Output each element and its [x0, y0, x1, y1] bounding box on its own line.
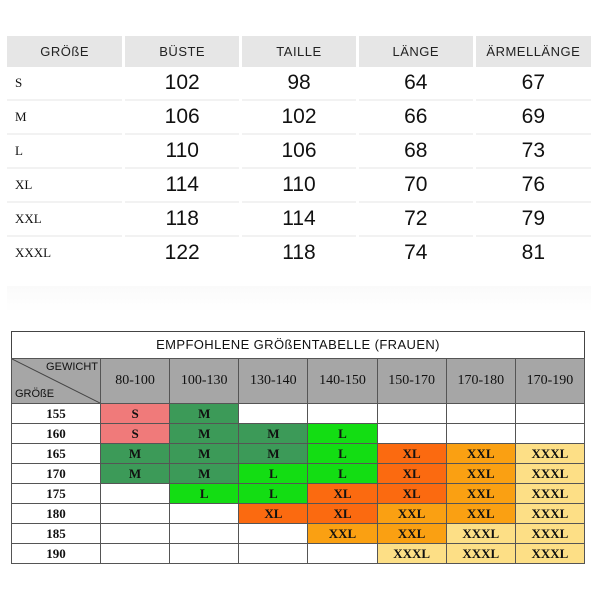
height-label: 160 — [12, 424, 101, 444]
height-label: 190 — [12, 544, 101, 564]
header-size: GRÖßE — [7, 36, 124, 67]
size-recommendation-cell — [446, 424, 515, 444]
bust-value: 114 — [124, 168, 241, 202]
bust-value: 102 — [124, 67, 241, 100]
weight-header: 140-150 — [308, 359, 377, 404]
height-row — [12, 524, 585, 544]
sleeve-length-value: 73 — [474, 134, 591, 168]
divider-strip — [7, 286, 591, 312]
size-recommendation-cell: XXXL — [377, 544, 446, 564]
size-recommendation-cell: XXXL — [446, 524, 515, 544]
sleeve-length-value: 76 — [474, 168, 591, 202]
size-label: XXL — [7, 202, 124, 236]
size-recommendation-cell: XXL — [308, 524, 377, 544]
size-recommendation-cell: L — [239, 464, 308, 484]
size-recommendation-cell: M — [170, 404, 239, 424]
recommended-size-title: EMPFOHLENE GRÖßENTABELLE (FRAUEN) — [11, 331, 585, 358]
height-row — [12, 444, 585, 464]
height-row — [12, 504, 585, 524]
recommended-size-table — [11, 358, 585, 564]
weight-header: 80-100 — [101, 359, 170, 404]
height-row — [12, 404, 585, 424]
weight-axis-label: GEWICHT — [46, 361, 98, 373]
header-length: LÄNGE — [357, 36, 474, 67]
size-row — [7, 236, 591, 269]
height-label: 175 — [12, 484, 101, 504]
height-label: 165 — [12, 444, 101, 464]
size-recommendation-cell: L — [308, 424, 377, 444]
size-recommendation-cell: XL — [308, 484, 377, 504]
size-row — [7, 100, 591, 134]
size-recommendation-cell: M — [101, 464, 170, 484]
size-label: XXXL — [7, 236, 124, 269]
size-recommendation-cell — [101, 504, 170, 524]
size-recommendation-cell — [239, 544, 308, 564]
size-recommendation-cell: XXXL — [446, 544, 515, 564]
size-recommendation-cell: XXL — [377, 504, 446, 524]
size-recommendation-cell — [170, 544, 239, 564]
size-recommendation-cell — [170, 524, 239, 544]
length-value: 66 — [357, 100, 474, 134]
bust-value: 122 — [124, 236, 241, 269]
size-recommendation-cell: L — [308, 464, 377, 484]
size-recommendation-cell: L — [239, 484, 308, 504]
size-recommendation-cell — [515, 404, 584, 424]
weight-header-row — [12, 359, 585, 404]
size-recommendation-cell — [101, 544, 170, 564]
size-recommendation-cell — [308, 404, 377, 424]
size-chart-body — [7, 67, 591, 269]
size-recommendation-cell: XL — [377, 484, 446, 504]
height-row — [12, 484, 585, 504]
height-label: 185 — [12, 524, 101, 544]
height-row — [12, 464, 585, 484]
size-label: M — [7, 100, 124, 134]
size-recommendation-cell: XXL — [446, 464, 515, 484]
recommended-size-grid — [11, 331, 585, 564]
size-recommendation-cell: M — [239, 444, 308, 464]
size-recommendation-cell: M — [170, 464, 239, 484]
size-recommendation-cell — [101, 524, 170, 544]
size-recommendation-cell: XL — [308, 504, 377, 524]
height-axis-label: GRÖßE — [15, 388, 55, 400]
size-recommendation-cell — [308, 544, 377, 564]
size-recommendation-cell: XXL — [446, 484, 515, 504]
height-label: 155 — [12, 404, 101, 424]
size-recommendation-cell: XL — [377, 444, 446, 464]
size-recommendation-cell — [101, 484, 170, 504]
size-recommendation-cell: L — [308, 444, 377, 464]
length-value: 70 — [357, 168, 474, 202]
weight-header: 100-130 — [170, 359, 239, 404]
size-row — [7, 168, 591, 202]
size-recommendation-cell — [239, 524, 308, 544]
size-chart-table — [7, 36, 591, 269]
size-recommendation-cell: XL — [239, 504, 308, 524]
sleeve-length-value: 67 — [474, 67, 591, 100]
recommended-size-body — [12, 404, 585, 564]
bust-value: 118 — [124, 202, 241, 236]
size-recommendation-cell: M — [170, 444, 239, 464]
header-sleeve-length: ÄRMELLÄNGE — [474, 36, 591, 67]
size-label: L — [7, 134, 124, 168]
size-recommendation-cell: XXXL — [515, 484, 584, 504]
sleeve-length-value: 81 — [474, 236, 591, 269]
waist-value: 102 — [241, 100, 358, 134]
header-bust: BÜSTE — [124, 36, 241, 67]
size-recommendation-cell: XXXL — [515, 464, 584, 484]
weight-header: 170-190 — [515, 359, 584, 404]
size-recommendation-cell: XXXL — [515, 544, 584, 564]
waist-value: 110 — [241, 168, 358, 202]
size-recommendation-cell: S — [101, 424, 170, 444]
length-value: 72 — [357, 202, 474, 236]
length-value: 68 — [357, 134, 474, 168]
size-recommendation-cell: XXL — [377, 524, 446, 544]
size-recommendation-cell — [239, 404, 308, 424]
sleeve-length-value: 79 — [474, 202, 591, 236]
size-recommendation-cell: XXXL — [515, 524, 584, 544]
bust-value: 106 — [124, 100, 241, 134]
height-label: 170 — [12, 464, 101, 484]
size-label: XL — [7, 168, 124, 202]
size-row — [7, 134, 591, 168]
size-recommendation-cell: M — [101, 444, 170, 464]
waist-value: 106 — [241, 134, 358, 168]
length-value: 64 — [357, 67, 474, 100]
size-recommendation-cell: L — [170, 484, 239, 504]
waist-value: 114 — [241, 202, 358, 236]
sleeve-length-value: 69 — [474, 100, 591, 134]
size-recommendation-cell — [170, 504, 239, 524]
header-waist: TAILLE — [241, 36, 358, 67]
size-label: S — [15, 75, 23, 90]
size-recommendation-cell: XL — [377, 464, 446, 484]
size-recommendation-cell: XXXL — [515, 444, 584, 464]
height-label: 180 — [12, 504, 101, 524]
size-row — [7, 202, 591, 236]
height-row — [12, 544, 585, 564]
weight-header: 130-140 — [239, 359, 308, 404]
waist-value: 98 — [241, 67, 358, 100]
waist-value: 118 — [241, 236, 358, 269]
weight-header: 150-170 — [377, 359, 446, 404]
size-chart-header-row — [7, 36, 591, 67]
size-recommendation-cell: XXXL — [515, 504, 584, 524]
bust-value: 110 — [124, 134, 241, 168]
size-recommendation-cell: S — [101, 404, 170, 424]
height-row — [12, 424, 585, 444]
size-recommendation-cell — [377, 424, 446, 444]
size-row — [7, 67, 591, 100]
size-recommendation-cell: XXL — [446, 504, 515, 524]
corner-header-cell — [12, 359, 101, 404]
size-recommendation-cell — [377, 404, 446, 424]
size-recommendation-cell — [515, 424, 584, 444]
size-recommendation-cell: M — [239, 424, 308, 444]
length-value: 74 — [357, 236, 474, 269]
size-recommendation-cell: XXL — [446, 444, 515, 464]
size-recommendation-cell: M — [170, 424, 239, 444]
size-recommendation-cell — [446, 404, 515, 424]
weight-header: 170-180 — [446, 359, 515, 404]
